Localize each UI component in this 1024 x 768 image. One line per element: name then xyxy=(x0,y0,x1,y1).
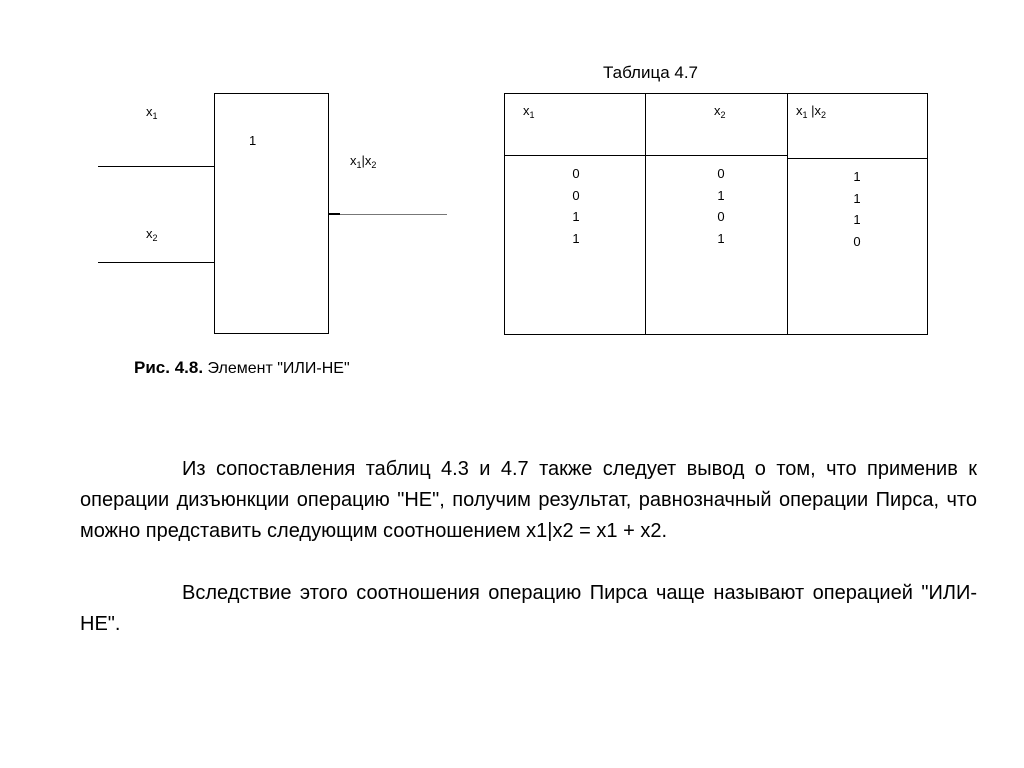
input-1-label: $x_1$ xyxy=(146,104,158,121)
value: 0 xyxy=(572,187,580,203)
table-header-divider-result xyxy=(788,158,928,159)
figure-caption: Рис. 4.8. Элемент "ИЛИ-НЕ" xyxy=(134,358,350,377)
value: 0 xyxy=(572,166,580,181)
value: 1 xyxy=(853,190,861,206)
table-title: Таблица 4.7 xyxy=(603,63,699,82)
header-x1-or-not-x2: $x_1$ $|x_2$ xyxy=(796,103,827,120)
input-1-wire xyxy=(98,166,214,167)
value: 1 xyxy=(717,230,725,246)
or-not-gate-box xyxy=(214,93,329,334)
value: 0 xyxy=(717,209,725,224)
value: 1 xyxy=(717,187,725,203)
value: 1 xyxy=(853,169,861,184)
output-label: $x_1|x_2$ xyxy=(350,153,377,170)
input-2-wire xyxy=(98,262,214,263)
output-stub xyxy=(329,213,340,215)
header-x1: $x_1$ xyxy=(523,103,535,120)
input-2-label: $x_2$ xyxy=(146,226,158,243)
col-result-values xyxy=(847,166,867,252)
paragraph-1: Из сопоставления таблиц 4.3 и 4.7 также следует вывод о том, что применив к операции дизъюнкции операцию "НЕ", получим результат, равнозначный операции Пирса, что можно представить следующим соотношением x1|x2 = x1 + x2. xyxy=(80,458,977,542)
value: 0 xyxy=(717,166,725,181)
output-wire xyxy=(340,214,447,215)
col-x1-values xyxy=(566,163,586,249)
truth-table xyxy=(504,93,928,335)
header-x2: $x_2$ xyxy=(714,103,726,120)
value: 1 xyxy=(572,230,580,246)
value: 1 xyxy=(853,212,861,227)
value: 1 xyxy=(572,209,580,224)
col-x2-values xyxy=(711,163,731,249)
value: 0 xyxy=(853,233,861,249)
gate-symbol: 1 xyxy=(249,133,257,148)
paragraph-2: Вследствие этого соотношения операцию Пирса чаще называют операцией "ИЛИ-НЕ". xyxy=(80,582,977,635)
table-header-divider xyxy=(504,155,788,156)
